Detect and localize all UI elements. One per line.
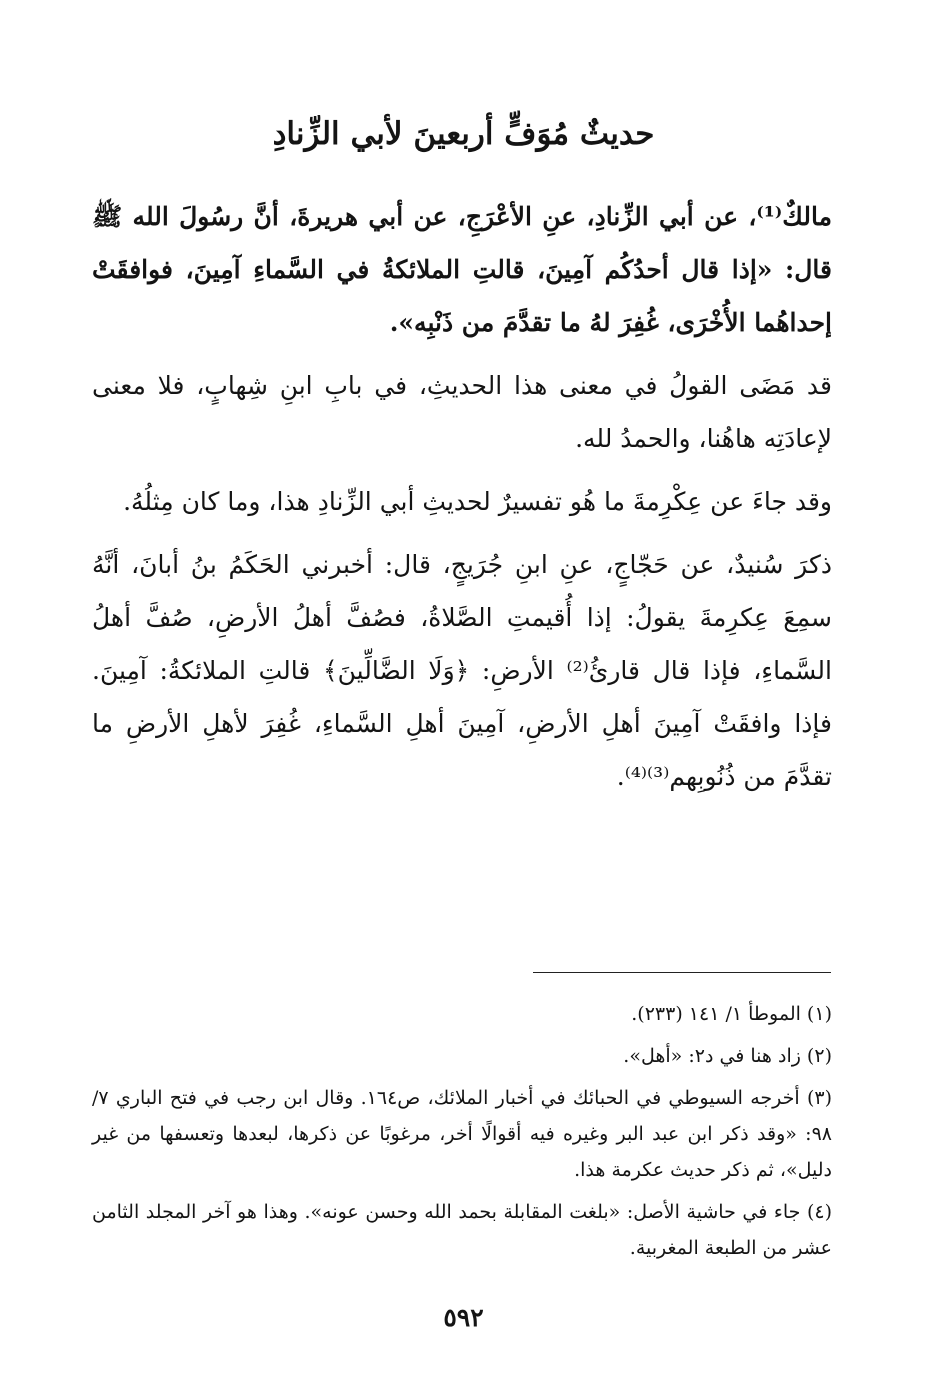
footnote-item: (٤) جاء في حاشية الأصل: «بلغت المقابلة بحمد الله وحسن عونه». وهذا هو آخر المجلد الثامن عشر من الطبعة المغربية. [92,1201,832,1259]
chapter-title: حديثٌ مُوَفٍّ أربعينَ لأبي الزِّنادِ [272,116,655,152]
footnotes [92,996,832,1272]
footnote-item: (٢) زاد هنا في د٢: «أهل». [623,1045,832,1067]
footnote-item: (٣) أخرجه السيوطي في الحبائك في أخبار الملائك، ص١٦٤. وقال ابن رجب في فتح الباري ٧/ ٩٨: «وقد ذكر ابن عبد البر وغيره فيه أقوالًا أخر، مرغوبًا عن ذكرها، لبعدها وتعسفها من غير دليل»، ثم ذكر حديث عكرمة هذا. [92,1087,832,1181]
footnote-item: (١) الموطأ ١/ ١٤١ (٢٣٣). [631,1003,832,1025]
commentary-paragraph: قد مَضَى القولُ في معنى هذا الحديثِ، في بابِ ابنِ شِهابٍ، فلا معنى لإعادَتِه هاهُنا، والحمدُ لله. [92,371,832,453]
commentary-paragraph: وقد جاءَ عن عِكْرِمةَ ما هُو تفسيرٌ لحديثِ أبي الزِّنادِ هذا، وما كان مِثلُهُ. [123,487,832,516]
commentary-paragraph: ذكرَ سُنيدٌ، عن حَجّاجٍ، عنِ ابنِ جُرَيجٍ، قال: أخبرني الحَكَمُ بنُ أبانَ، أنَّهُ سمِعَ عِكرِمةَ يقولُ: إذا أُقيمتِ الصَّلاةُ، فصُفَّ أهلُ الأرضِ، صُفَّ أهلُ السَّماءِ، فإذا قال قارئُ⁽²⁾ الأرضِ: ﴿وَلَا الضَّالِّينَ﴾ قالتِ الملائكةُ: آمِينَ. فإذا وافقَتْ آمِينَ أهلِ الأرضِ، آمِينَ أهلِ السَّماءِ، غُفِرَ لأهلِ الأرضِ ما تقدَّمَ من ذُنُوبِهم⁽³⁾⁽⁴⁾. [92,550,832,791]
footnote-separator [533,972,831,973]
page-number: ٥٩٢ [443,1303,484,1332]
hadith-paragraph: مالكٌ⁽¹⁾، عن أبي الزِّنادِ، عنِ الأعْرَجِ، عن أبي هريرةَ، أنَّ رسُولَ الله ﷺ قال: «إذا قال أحدُكُم آمِينَ، قالتِ الملائكةُ في السَّماءِ آمِينَ، فوافقَتْ إحداهُما الأُخْرَى، غُفِرَ لهُ ما تقدَّمَ من ذَنْبِه». [92,202,832,337]
main-text [92,190,832,803]
